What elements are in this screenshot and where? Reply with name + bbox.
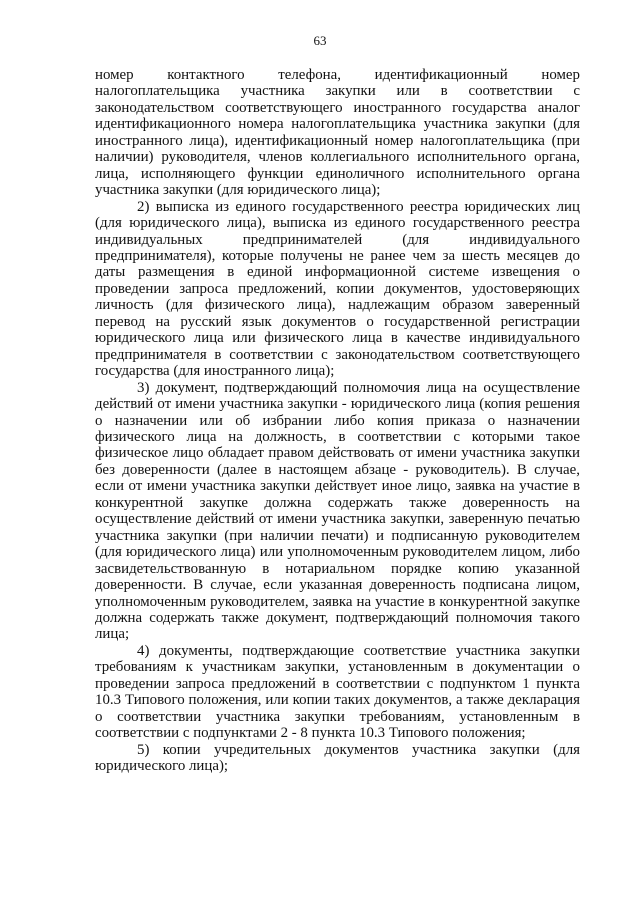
page-number: 63 — [313, 33, 327, 48]
paragraph-item-5-founding-documents: 5) копии учредительных документов участника закупки (для юридического лица); — [95, 741, 580, 775]
paragraph-item-2-registry-extract: 2) выписка из единого государственного реестра юридических лиц (для юридического лица), выписка из единого государственного реестра индивидуальных предпринимателей (для индивидуального предпринимателя), которые получены не ранее чем за шесть месяцев до даты размещения в единой информационной системе извещения о проведении запроса предложений, копии документов, удостоверяющих личность (для физического лица), надлежащим образом заверенный перевод на русский язык документов о государственной регистрации юридического лица или физического лица в качестве индивидуального предпринимателя в соответствии с законодательством соответствующего государства (для иностранного лица); — [95, 198, 580, 380]
document-body — [95, 67, 580, 774]
paragraph-item-4-compliance-documents: 4) документы, подтверждающие соответствие участника закупки требованиям к участникам закупки, установленным в документации о проведении запроса предложений в соответствии с подпунктом 1 пункта 10.3 Типового положения, или копии таких документов, а также декларация о соответствии участника закупки требованиям, установленным в соответствии с подпунктами 2 - 8 пункта 10.3 Типового положения; — [95, 642, 580, 742]
paragraph-contact-details: номер контактного телефона, идентификационный номер налогоплательщика участника закупки или в соответствии с законодательством соответствующего иностранного государства аналог идентификационного номера налогоплательщика участника закупки (для иностранного лица), идентификационный номер налогоплательщика (при наличии) руководителя, членов коллегиального исполнительного органа, лица, исполняющего функции единоличного исполнительного органа участника закупки (для юридического лица); — [95, 67, 580, 199]
paragraph-item-3-authority-document: 3) документ, подтверждающий полномочия лица на осуществление действий от имени участника закупки - юридического лица (копия решения о назначении или об избрании либо копия приказа о назначении физического лица на должность, в соответствии с которыми такое физическое лицо обладает правом действовать от имени участника закупки без доверенности (далее в настоящем абзаце - руководитель). В случае, если от имени участника закупки действует иное лицо, заявка на участие в конкурентной закупке должна содержать также доверенность на осуществление действий от имени участника закупки, заверенную печатью участника закупки (при наличии печати) и подписанную руководителем (для юридического лица) или уполномоченным руководителем лицом, либо засвидетельствованную в нотариальном порядке копию указанной доверенности. В случае, если указанная доверенность подписана лицом, уполномоченным руководителем, заявка на участие в конкурентной закупке должна содержать также документ, подтверждающий полномочия такого лица; — [95, 379, 580, 643]
